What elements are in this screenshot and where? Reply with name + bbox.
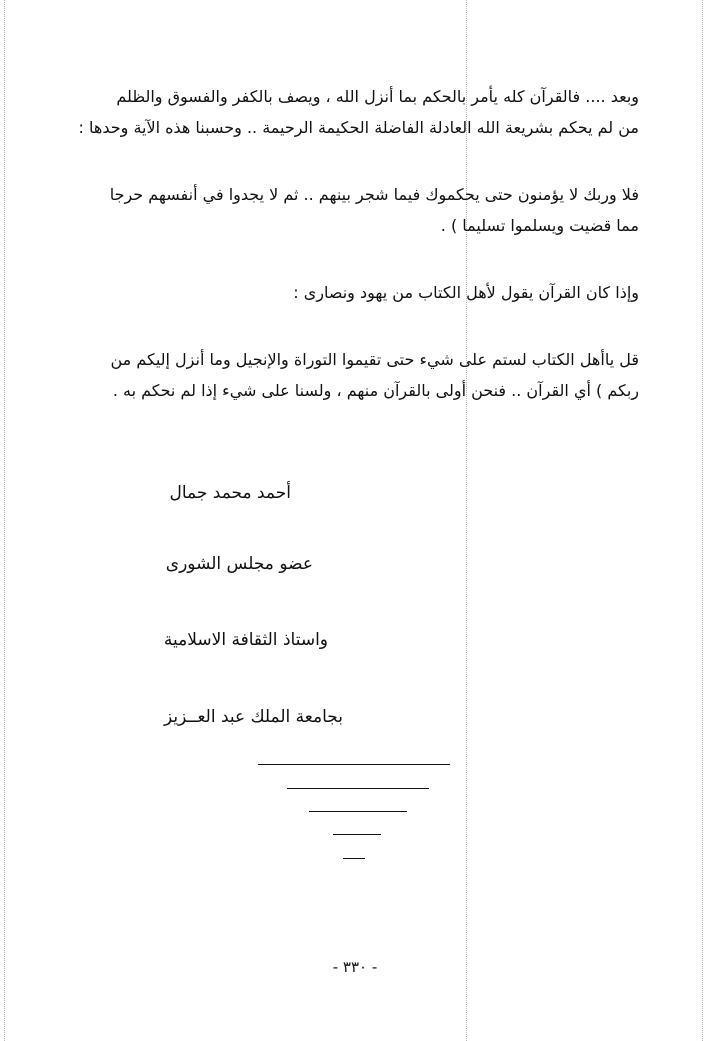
author-name: أحمد محمد جمال — [169, 483, 291, 503]
body-line-2: من لم يحكم بشريعة الله العادلة الفاضلة الحكيمة الرحيمة .. وحسبنا هذه الآية وحدها : — [78, 118, 639, 137]
divider-rule-3 — [309, 811, 407, 812]
body-line-7: ربكم ) أي القرآن .. فنحن أولى بالقرآن منهم ، ولسنا على شيء إذا لم نحكم به . — [112, 381, 639, 400]
page-number: - ٣٣٠ - — [332, 958, 378, 976]
body-line-6: قل ياأهل الكتاب لستم على شيء حتى تقيموا التوراة والإنجيل وما أنزل إليكم من — [110, 350, 639, 369]
divider-rule-5 — [343, 858, 365, 859]
body-line-5: وإذا كان القرآن يقول لأهل الكتاب من يهود ونصارى : — [293, 283, 639, 302]
divider-rule-4 — [333, 834, 381, 835]
margin-guide-center — [466, 0, 467, 1041]
margin-guide-left — [4, 0, 5, 1041]
author-institution: بجامعة الملك عبد العــزيز — [164, 707, 343, 727]
margin-guide-right — [702, 0, 703, 1041]
author-title: واستاذ الثقافة الاسلامية — [163, 630, 328, 650]
divider-rule-1 — [258, 764, 450, 765]
divider-rule-2 — [287, 788, 429, 789]
body-line-3: فلا وربك لا يؤمنون حتى يحكموك فيما شجر بينهم .. ثم لا يجدوا في أنفسهم حرجا — [109, 185, 639, 204]
body-line-4: مما قضيت ويسلموا تسليما ) . — [440, 216, 639, 235]
author-role: عضو مجلس الشورى — [165, 554, 313, 574]
body-line-1: وبعد .... فالقرآن كله يأمر بالحكم بما أنزل الله ، ويصف بالكفر والفسوق والظلم — [116, 87, 639, 106]
